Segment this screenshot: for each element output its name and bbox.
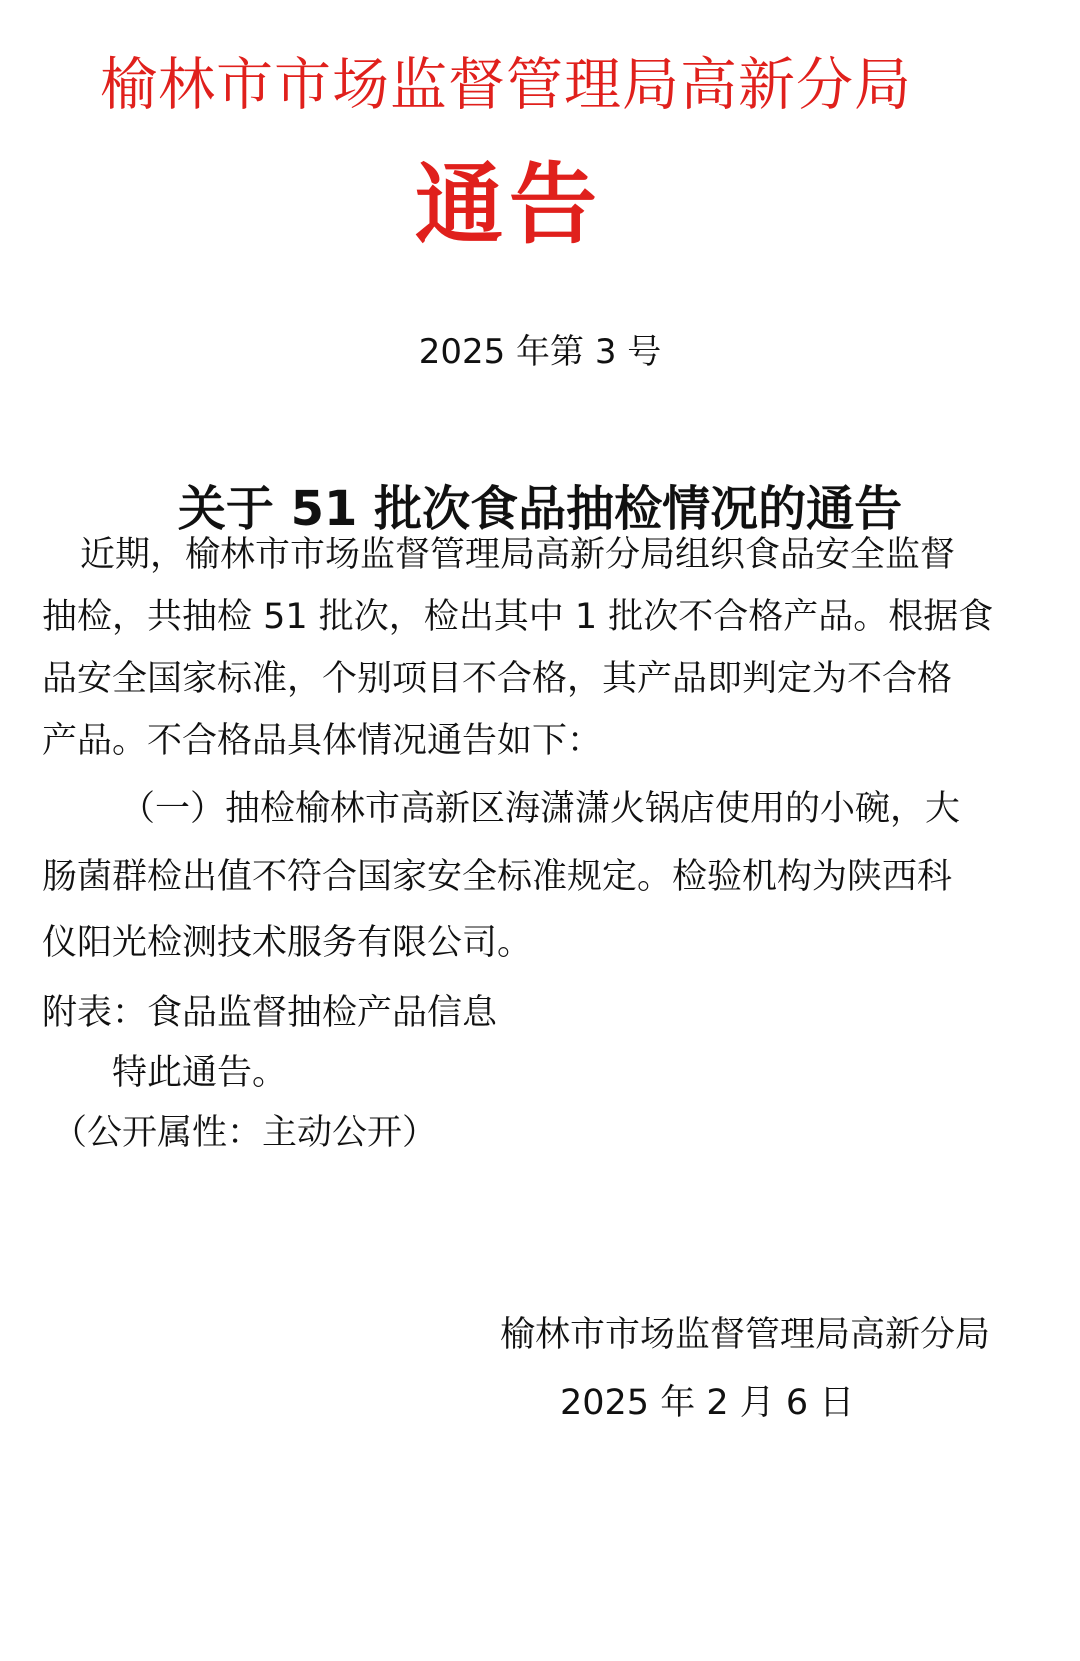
- body-line: 抽检，共抽检 51 批次，检出其中 1 批次不合格产品。根据食: [42, 597, 994, 637]
- body-line: 仪阳光检测技术服务有限公司。: [42, 923, 533, 963]
- notice-title: 关于 51 批次食品抽检情况的通告: [177, 481, 903, 537]
- signature-agency: 榆林市市场监督管理局高新分局: [500, 1315, 991, 1355]
- document-type-heading: 通告: [415, 153, 604, 256]
- body-line: （一）抽检榆林市高新区海潇潇火锅店使用的小碗，大: [120, 789, 961, 829]
- closing-line: 特此通告。: [112, 1053, 288, 1093]
- attachment-line: 附表：食品监督抽检产品信息: [42, 993, 498, 1033]
- body-line: 近期，榆林市市场监督管理局高新分局组织食品安全监督: [80, 535, 956, 575]
- body-line: 产品。不合格品具体情况通告如下：: [42, 721, 603, 761]
- body-line: 肠菌群检出值不符合国家安全标准规定。检验机构为陕西科: [42, 857, 953, 897]
- disclosure-line: （公开属性：主动公开）: [52, 1113, 438, 1153]
- issue-date: 2025 年 2 月 6 日: [560, 1383, 855, 1423]
- issuing-agency-header: 榆林市市场监督管理局高新分局: [100, 52, 912, 118]
- document-number: 2025 年第 3 号: [418, 332, 662, 372]
- body-line: 品安全国家标准，个别项目不合格，其产品即判定为不合格: [42, 659, 953, 699]
